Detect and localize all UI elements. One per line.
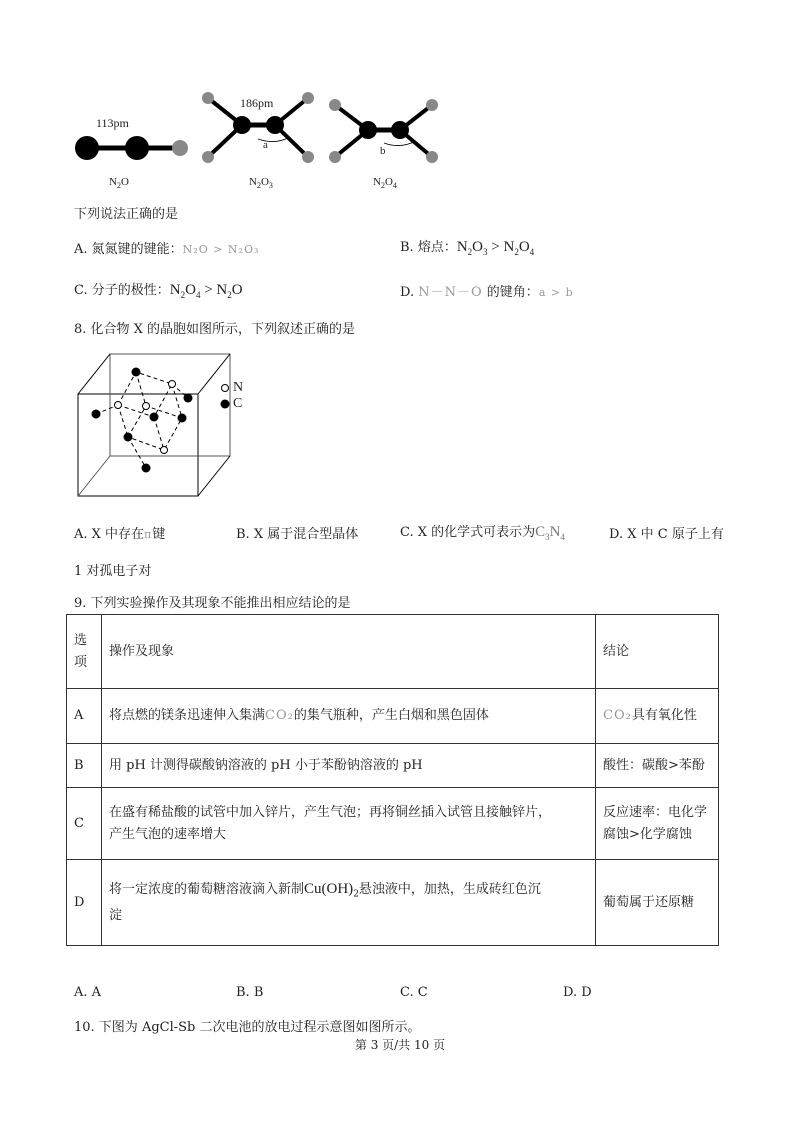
n2o4-name: $N_2O_4$: [373, 176, 397, 191]
page-footer: 第 3 页/共 10 页: [354, 1038, 446, 1052]
n2o4-angle-label: b: [380, 145, 386, 157]
n2o-bond-length: 113pm: [96, 116, 129, 130]
q9-choice-c: C. C: [400, 985, 428, 1000]
q8-option-b: B. X 属于混合型晶体: [236, 527, 359, 542]
crystal-cell-figure: [70, 350, 260, 510]
q8-option-c: C. X 的化学式可表示为$C_3N_4$: [400, 524, 565, 542]
n2o-molecule: [75, 136, 188, 160]
table-row: B 用 pH 计测得碳酸钠溶液的 pH 小于苯酚钠溶液的 pH 酸性：碳酸>苯酚: [67, 744, 719, 788]
q10-stem: 10. 下图为 AgCl-Sb 二次电池的放电过程示意图如图所示。: [74, 1020, 421, 1035]
q8-option-d: D. X 中 C 原子上有: [609, 527, 724, 542]
n2o-name: $N_2O$: [109, 176, 129, 191]
q7-option-c: C. 分子的极性：$N_2O_4 > N_2O$: [74, 282, 243, 300]
q8-option-a: A. X 中存在π键: [74, 527, 166, 542]
legend-c-label: C: [233, 396, 243, 411]
table-header-row: [67, 615, 719, 689]
q9-table: [66, 614, 719, 946]
q9-stem: 9. 下列实验操作及其现象不能推出相应结论的是: [74, 596, 351, 611]
header-option: 选 项: [67, 615, 102, 689]
header-operation: 操作及现象: [102, 615, 596, 689]
table-row: A 将点燃的镁条迅速伸入集满CO₂的集气瓶种，产生白烟和黑色固体 CO₂具有氧化性: [67, 689, 719, 744]
n2o3-name: $N_2O_3$: [249, 176, 273, 191]
n2o3-bond-length: 186pm: [240, 96, 274, 110]
q7-option-d: D. N－N－O 的键角：a > b: [400, 285, 574, 300]
q8-stem: 8. 化合物 X 的晶胞如图所示，下列叙述正确的是: [74, 322, 356, 337]
n2o3-angle-label: a: [263, 139, 268, 151]
table-row: C 在盛有稀盐酸的试管中加入锌片，产生气泡；再将铜丝插入试管且接触锌片， 产生气泡的速率增大 反应速率：电化学 腐蚀>化学腐蚀: [67, 788, 719, 860]
q9-choice-b: B. B: [236, 985, 264, 1000]
legend-n-label: N: [233, 380, 244, 395]
q7-prompt: 下列说法正确的是: [74, 207, 179, 222]
table-row: D 将一定浓度的葡萄糖溶液滴入新制$Cu(OH)_2$悬浊液中，加热，生成砖红色沉 淀 葡萄属于还原糖: [67, 860, 719, 946]
q7-option-a: A. 氮氮键的键能：N₂O > N₂O₃: [74, 242, 260, 257]
q8-option-d-cont: 1 对孤电子对: [74, 564, 152, 579]
q7-option-b: B. 熔点：$N_2O_3 > N_2O_4$: [400, 239, 535, 257]
header-conclusion: 结论: [596, 615, 719, 689]
q9-choice-a: A. A: [74, 985, 102, 1000]
q9-choice-d: D. D: [563, 985, 592, 1000]
